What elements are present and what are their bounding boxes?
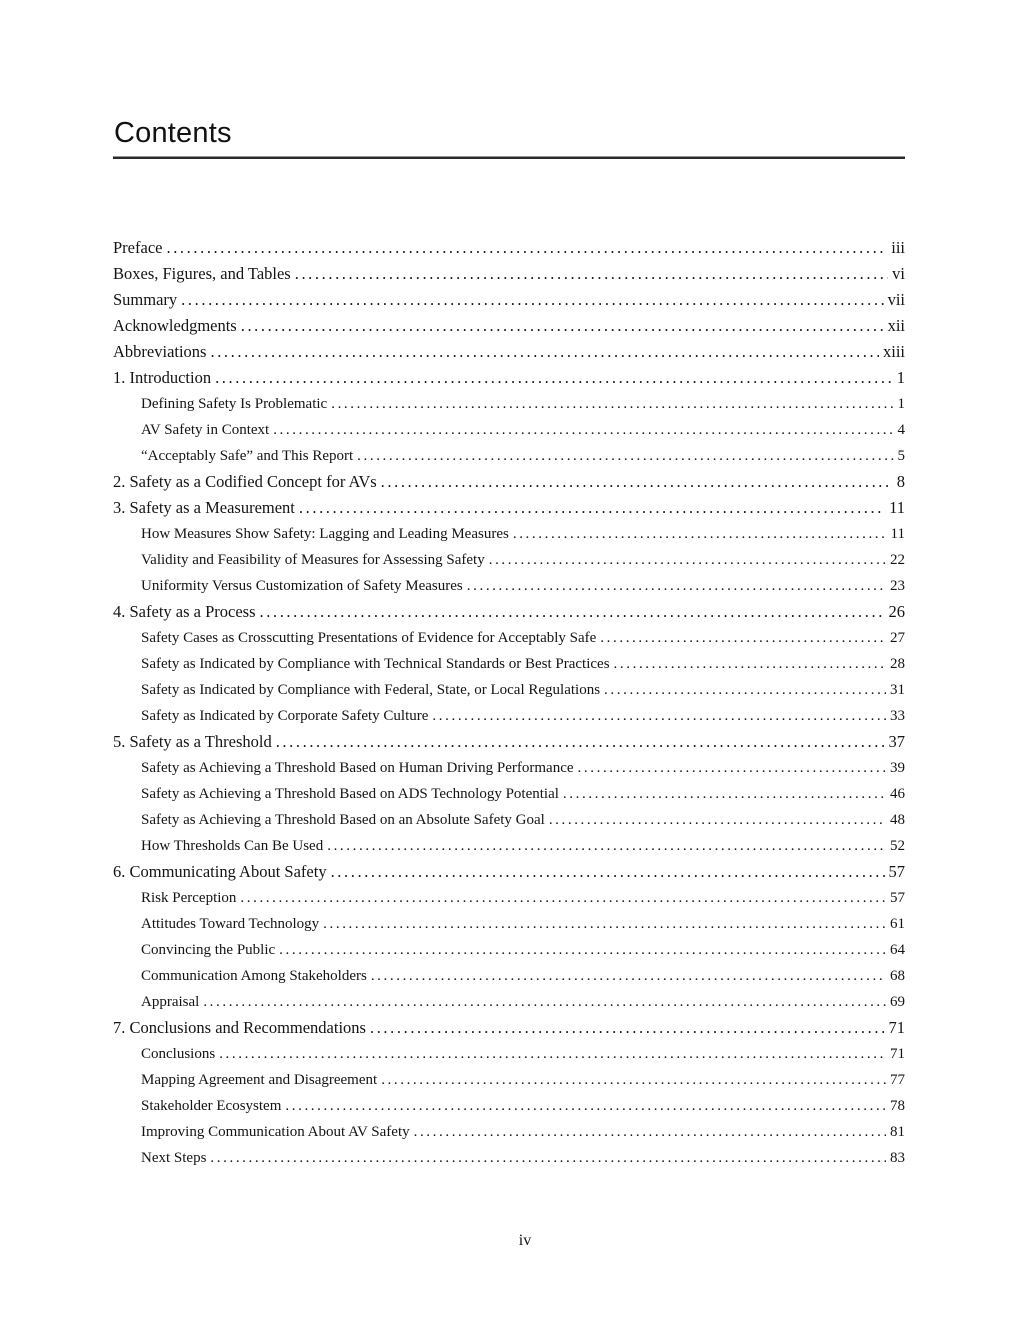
toc-entry-page: 37 (888, 732, 905, 751)
toc-leader-dots (210, 339, 879, 365)
toc-entry (113, 859, 905, 885)
toc-entry-page: 26 (888, 602, 905, 621)
toc-entry (113, 729, 905, 755)
toc-leader-dots (600, 625, 886, 651)
toc-entry-page: 48 (890, 812, 905, 828)
toc-entry (113, 703, 905, 729)
toc-entry-page: 64 (890, 942, 905, 958)
toc-entry (113, 963, 905, 989)
toc-entry-page: 68 (890, 968, 905, 984)
toc-entry (113, 989, 905, 1015)
toc-leader-dots (614, 651, 886, 677)
toc-entry-label: Summary (113, 290, 178, 309)
toc-entry (113, 313, 905, 339)
toc-entry-label: 6. Communicating About Safety (113, 862, 327, 881)
toc-entry-page: 77 (890, 1072, 905, 1088)
toc-entry-page: 57 (890, 890, 905, 906)
toc-entry-page: 61 (890, 916, 905, 932)
toc-entry (113, 937, 905, 963)
toc-entry-label: Safety Cases as Crosscutting Presentations of Evidence for Acceptably Safe (141, 630, 597, 646)
toc-entry-page: 57 (888, 862, 905, 881)
toc-entry (113, 1015, 905, 1041)
toc-entry-label: 7. Conclusions and Recommendations (113, 1018, 366, 1037)
toc-leader-dots (260, 599, 885, 625)
toc-entry-page: 39 (890, 760, 905, 776)
toc-leader-dots (299, 495, 885, 521)
toc-entry-page: 83 (890, 1150, 905, 1166)
toc-leader-dots (285, 1093, 886, 1119)
toc-entry (113, 1067, 905, 1093)
toc-entry (113, 677, 905, 703)
toc-entry-label: Risk Perception (141, 890, 237, 906)
toc-entry (113, 885, 905, 911)
toc-leader-dots (327, 833, 886, 859)
toc-entry-label: How Measures Show Safety: Lagging and Leading Measures (141, 526, 509, 542)
toc-entry (113, 235, 905, 261)
toc-leader-dots (273, 417, 893, 443)
toc-leader-dots (432, 703, 886, 729)
toc-entry-label: Conclusions (141, 1046, 216, 1062)
toc-entry (113, 651, 905, 677)
toc-leader-dots (549, 807, 886, 833)
toc-entry-page: 81 (890, 1124, 905, 1140)
toc-entry-label: Safety as Achieving a Threshold Based on ADS Technology Potential (141, 786, 559, 802)
toc-entry (113, 417, 905, 443)
toc-entry-label: Boxes, Figures, and Tables (113, 264, 291, 283)
toc-entry (113, 339, 905, 365)
toc-leader-dots (215, 365, 893, 391)
toc-entry (113, 391, 905, 417)
toc-leader-dots (203, 989, 886, 1015)
toc-entry-page: 27 (890, 630, 905, 646)
toc-entry-label: Attitudes Toward Technology (141, 916, 320, 932)
toc-entry (113, 911, 905, 937)
toc-leader-dots (219, 1041, 886, 1067)
toc-entry-page: 1 (897, 396, 905, 412)
toc-leader-dots (371, 963, 886, 989)
toc-entry-label: Communication Among Stakeholders (141, 968, 367, 984)
toc-entry-label: 1. Introduction (113, 368, 212, 387)
toc-entry-page: xii (887, 316, 905, 335)
toc-entry-label: Appraisal (141, 994, 200, 1010)
toc-entry-page: 46 (890, 786, 905, 802)
toc-entry-page: xiii (882, 342, 905, 361)
toc-entry-label: Mapping Agreement and Disagreement (141, 1072, 378, 1088)
toc-leader-dots (276, 729, 885, 755)
toc-entry-page: 28 (890, 656, 905, 672)
toc-leader-dots (357, 443, 893, 469)
toc-entry (113, 287, 905, 313)
toc-leader-dots (241, 313, 884, 339)
toc-entry-page: 4 (897, 422, 905, 438)
toc-leader-dots (489, 547, 886, 573)
toc-entry-page: 52 (890, 838, 905, 854)
toc-entry-label: Safety as Achieving a Threshold Based on an Absolute Safety Goal (141, 812, 545, 828)
title-rule-divider (113, 156, 905, 159)
toc-entry-label: Safety as Indicated by Corporate Safety Culture (141, 708, 429, 724)
toc-leader-dots (323, 911, 886, 937)
toc-entry-label: Safety as Achieving a Threshold Based on Human Driving Performance (141, 760, 574, 776)
toc-entry-label: AV Safety in Context (141, 422, 270, 438)
toc-entry-label: Stakeholder Ecosystem (141, 1098, 282, 1114)
toc-leader-dots (279, 937, 886, 963)
toc-entry (113, 1119, 905, 1145)
toc-entry (113, 261, 905, 287)
toc-leader-dots (381, 469, 893, 495)
toc-entry (113, 833, 905, 859)
toc-entry (113, 599, 905, 625)
toc-leader-dots (513, 521, 887, 547)
toc-entry-label: Preface (113, 238, 163, 257)
toc-entry-page: 71 (890, 1046, 905, 1062)
toc-entry-page: 1 (896, 368, 905, 387)
toc-leader-dots (563, 781, 886, 807)
toc-leader-dots (240, 885, 886, 911)
toc-entry-page: 31 (890, 682, 905, 698)
toc-leader-dots (181, 287, 883, 313)
toc-leader-dots (370, 1015, 885, 1041)
toc-entry-label: 2. Safety as a Codified Concept for AVs (113, 472, 377, 491)
toc-entry-label: Abbreviations (113, 342, 207, 361)
toc-leader-dots (331, 391, 893, 417)
toc-entry-page: vi (892, 264, 905, 283)
toc-entry-page: 11 (889, 498, 905, 517)
toc-entry-label: Acknowledgments (113, 316, 237, 335)
toc-entry (113, 781, 905, 807)
toc-entry-page: 78 (890, 1098, 905, 1114)
toc-entry-label: “Acceptably Safe” and This Report (141, 448, 354, 464)
page-number-footer: iv (518, 1232, 532, 1249)
toc-entry-page: 69 (890, 994, 905, 1010)
toc-entry-label: 4. Safety as a Process (113, 602, 256, 621)
toc-leader-dots (295, 261, 888, 287)
toc-entry-page: iii (891, 238, 905, 257)
toc-entry-page: 22 (890, 552, 905, 568)
toc-entry-label: Defining Safety Is Problematic (141, 396, 328, 412)
toc-entry (113, 807, 905, 833)
toc-leader-dots (381, 1067, 886, 1093)
toc-entry-page: 71 (888, 1018, 905, 1037)
toc-leader-dots (331, 859, 885, 885)
toc-entry-page: vii (887, 290, 905, 309)
toc-list (113, 235, 905, 1171)
toc-leader-dots (166, 235, 887, 261)
toc-entry (113, 573, 905, 599)
toc-entry (113, 365, 905, 391)
toc-entry (113, 469, 905, 495)
toc-entry-label: Validity and Feasibility of Measures for Assessing Safety (141, 552, 485, 568)
toc-entry (113, 521, 905, 547)
toc-entry-page: 23 (890, 578, 905, 594)
toc-entry-page: 5 (897, 448, 905, 464)
toc-entry-label: Uniformity Versus Customization of Safety Measures (141, 578, 463, 594)
toc-leader-dots (604, 677, 886, 703)
toc-entry-page: 8 (896, 472, 905, 491)
toc-entry-page: 11 (890, 526, 905, 542)
toc-leader-dots (210, 1145, 886, 1171)
toc-entry-label: 5. Safety as a Threshold (113, 732, 272, 751)
page-title: Contents (114, 117, 232, 149)
toc-entry (113, 1145, 905, 1171)
toc-leader-dots (467, 573, 886, 599)
toc-entry (113, 1093, 905, 1119)
toc-entry-label: Safety as Indicated by Compliance with Technical Standards or Best Practices (141, 656, 610, 672)
toc-entry-label: 3. Safety as a Measurement (113, 498, 295, 517)
toc-entry (113, 1041, 905, 1067)
toc-entry-label: Improving Communication About AV Safety (141, 1124, 410, 1140)
toc-entry (113, 443, 905, 469)
toc-entry (113, 755, 905, 781)
toc-entry-label: Safety as Indicated by Compliance with Federal, State, or Local Regulations (141, 682, 601, 698)
toc-entry (113, 625, 905, 651)
toc-entry (113, 495, 905, 521)
toc-entry-page: 33 (890, 708, 905, 724)
toc-entry (113, 547, 905, 573)
toc-entry-label: Next Steps (141, 1150, 207, 1166)
toc-leader-dots (414, 1119, 886, 1145)
toc-leader-dots (578, 755, 886, 781)
toc-entry-label: Convincing the Public (141, 942, 276, 958)
toc-entry-label: How Thresholds Can Be Used (141, 838, 324, 854)
